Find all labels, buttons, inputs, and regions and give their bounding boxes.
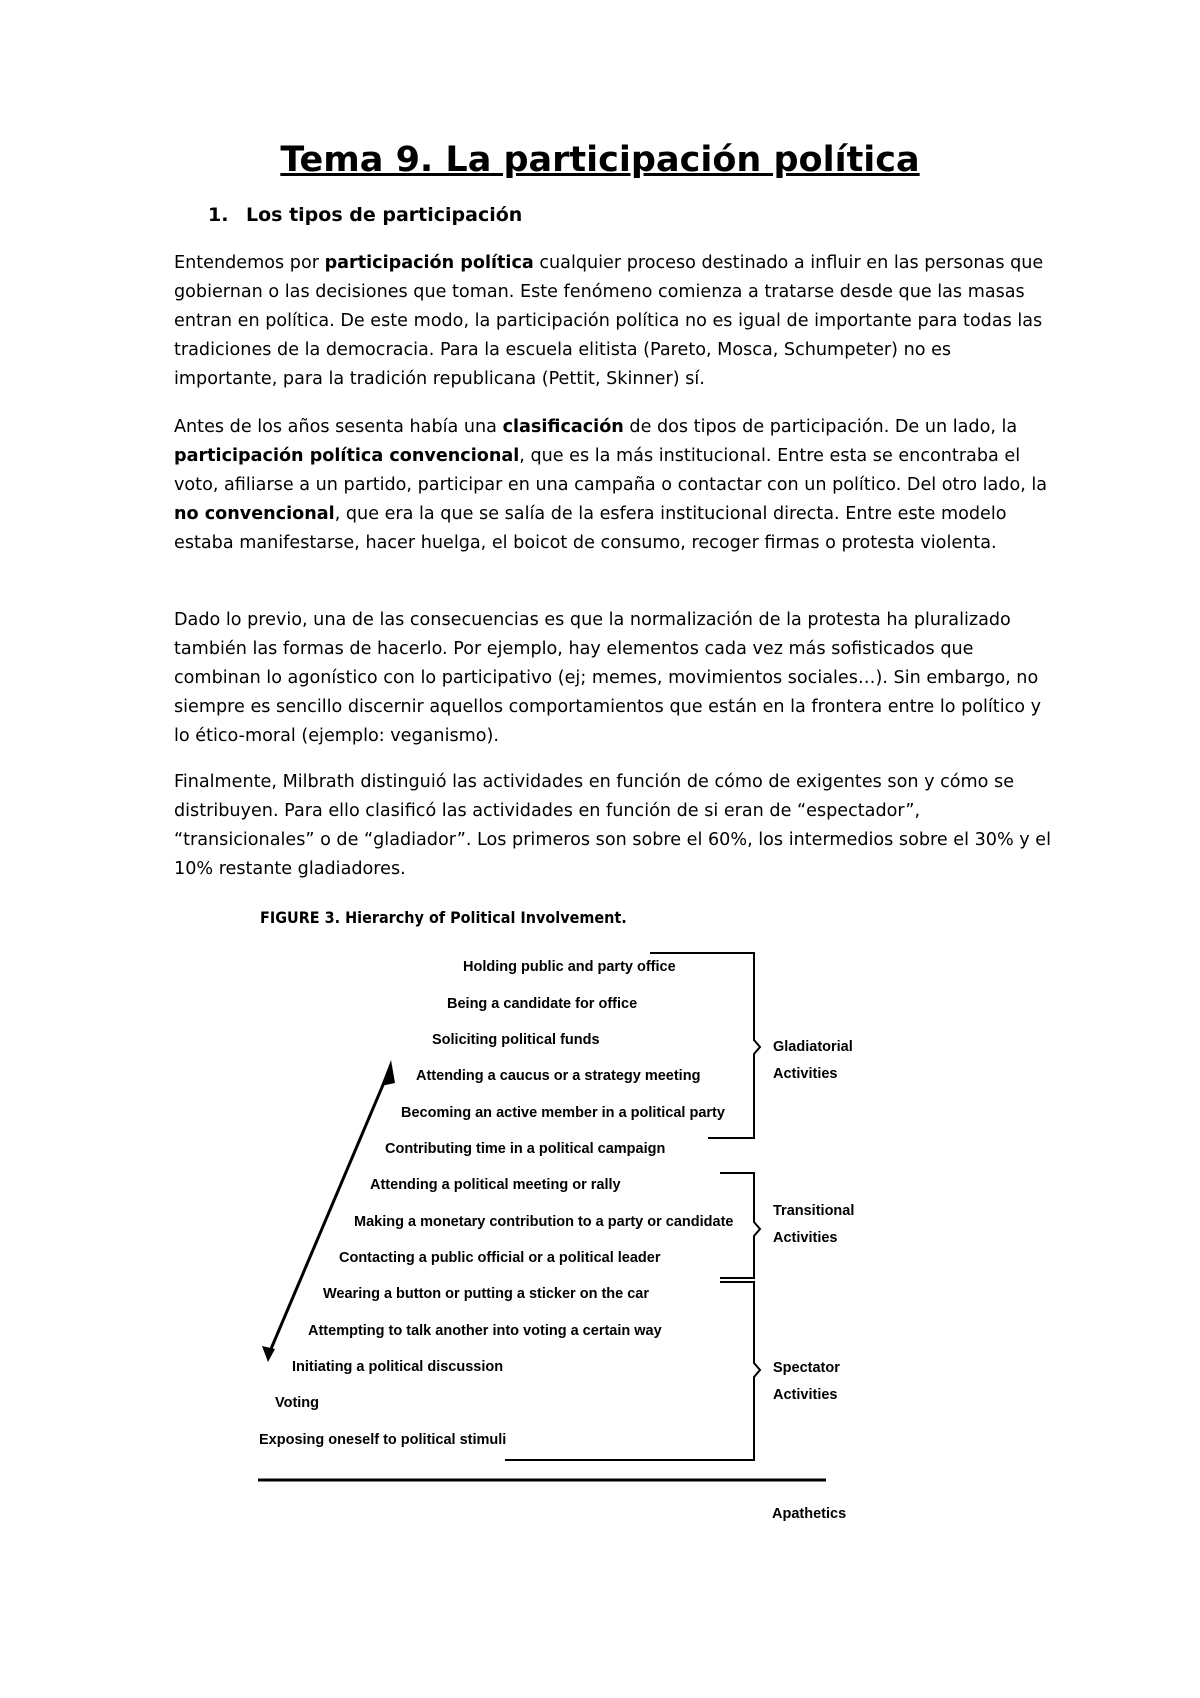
- activity-rung: Attending a caucus or a strategy meeting: [416, 1068, 701, 1084]
- ladder-arrow-tail: [262, 1346, 275, 1362]
- activity-rung: Contributing time in a political campaign: [385, 1141, 666, 1157]
- paragraph-text: Dado lo previo, una de las consecuencias es que la normalización de la protesta ha pluralizado también las formas de hacerlo. Por ejemplo, hay elementos cada vez más sofisticados que combinan lo agonístico con lo participativo (ej; memes, movimientos sociales…). Sin embargo, no siempre es sencillo discernir aquellos comportamientos que están en la frontera entre lo político y lo ético-moral (ejemplo: veganismo).: [174, 610, 1042, 746]
- bold-term: participación política: [324, 253, 534, 273]
- group-label-line: Transitional: [773, 1203, 855, 1219]
- page-title: Tema 9. La participación política: [280, 140, 920, 180]
- section-heading-text: Los tipos de participación: [246, 204, 523, 226]
- paragraph-text: cualquier proceso destinado a influir en las personas que gobiernan o las decisiones que toman. Este fenómeno comienza a tratarse desde que las masas entran en política. De este modo, la participación política no es igual de importante para todas las tradiciones de la democracia. Para la escuela elitista (Pareto, Mosca, Schumpeter) no es importante, para la tradición republicana (Pettit, Skinner) sí.: [174, 253, 1044, 389]
- paragraph-text: de dos tipos de participación. De un lado, la: [623, 417, 1018, 437]
- ladder-arrow-head: [381, 1060, 395, 1086]
- group-label-gladiatorial: [773, 1034, 853, 1088]
- paragraph-text: Antes de los años sesenta había una: [174, 417, 503, 437]
- bold-term: no convencional: [174, 504, 335, 524]
- spectator-bracket: [505, 1282, 760, 1460]
- bold-term: clasificación: [502, 417, 624, 437]
- group-label-line: Gladiatorial: [773, 1039, 853, 1055]
- group-label-line: Activities: [773, 1066, 838, 1082]
- section-number: 1.: [208, 204, 229, 226]
- paragraph-text: Entendemos por: [174, 253, 325, 273]
- activity-rung: Attending a political meeting or rally: [370, 1177, 621, 1193]
- paragraph-text: , que es la más institucional. Entre esta se encontraba el voto, afiliarse a un partido, participar en una campaña o contactar con un político. Del otro lado, la: [174, 446, 1048, 495]
- activity-rung: Making a monetary contribution to a party or candidate: [354, 1214, 734, 1230]
- group-label-line: Activities: [773, 1230, 838, 1246]
- paragraph-text: Finalmente, Milbrath distinguió las actividades en función de cómo de exigentes son y cómo se distribuyen. Para ello clasificó las actividades en función de si eran de “espectador”, “transicionales” o de “gladiador”. Los primeros son sobre el 60%, los intermedios sobre el 30% y el 10% restante gladiadores.: [174, 772, 1051, 879]
- group-label-line: Spectator: [773, 1360, 840, 1376]
- activity-rung: Initiating a political discussion: [292, 1359, 504, 1375]
- activity-rung: Contacting a public official or a political leader: [339, 1250, 661, 1266]
- activity-rung: Being a candidate for office: [447, 996, 638, 1012]
- activity-rung: Voting: [275, 1395, 320, 1411]
- activity-rung: Holding public and party office: [463, 959, 676, 975]
- activity-rung: Exposing oneself to political stimuli: [259, 1432, 507, 1448]
- group-label-transitional: [773, 1198, 854, 1252]
- apathetics-label: Apathetics: [772, 1506, 847, 1522]
- ladder-arrow-shaft: [268, 1066, 391, 1356]
- activity-rung: Soliciting political funds: [432, 1032, 600, 1048]
- activity-rung: Attempting to talk another into voting a certain way: [308, 1323, 662, 1339]
- bold-term: participación política convencional: [174, 446, 520, 466]
- paragraph-text: , que era la que se salía de la esfera institucional directa. Entre este modelo estaba manifestarse, hacer huelga, el boicot de consumo, recoger firmas o protesta violenta.: [174, 504, 1007, 553]
- activity-rung: Wearing a button or putting a sticker on the car: [323, 1286, 650, 1302]
- group-label-line: Activities: [773, 1387, 838, 1403]
- group-label-spectator: [773, 1355, 840, 1409]
- figure-title: FIGURE 3. Hierarchy of Political Involvement.: [260, 908, 627, 927]
- activity-rung: Becoming an active member in a political party: [401, 1105, 725, 1121]
